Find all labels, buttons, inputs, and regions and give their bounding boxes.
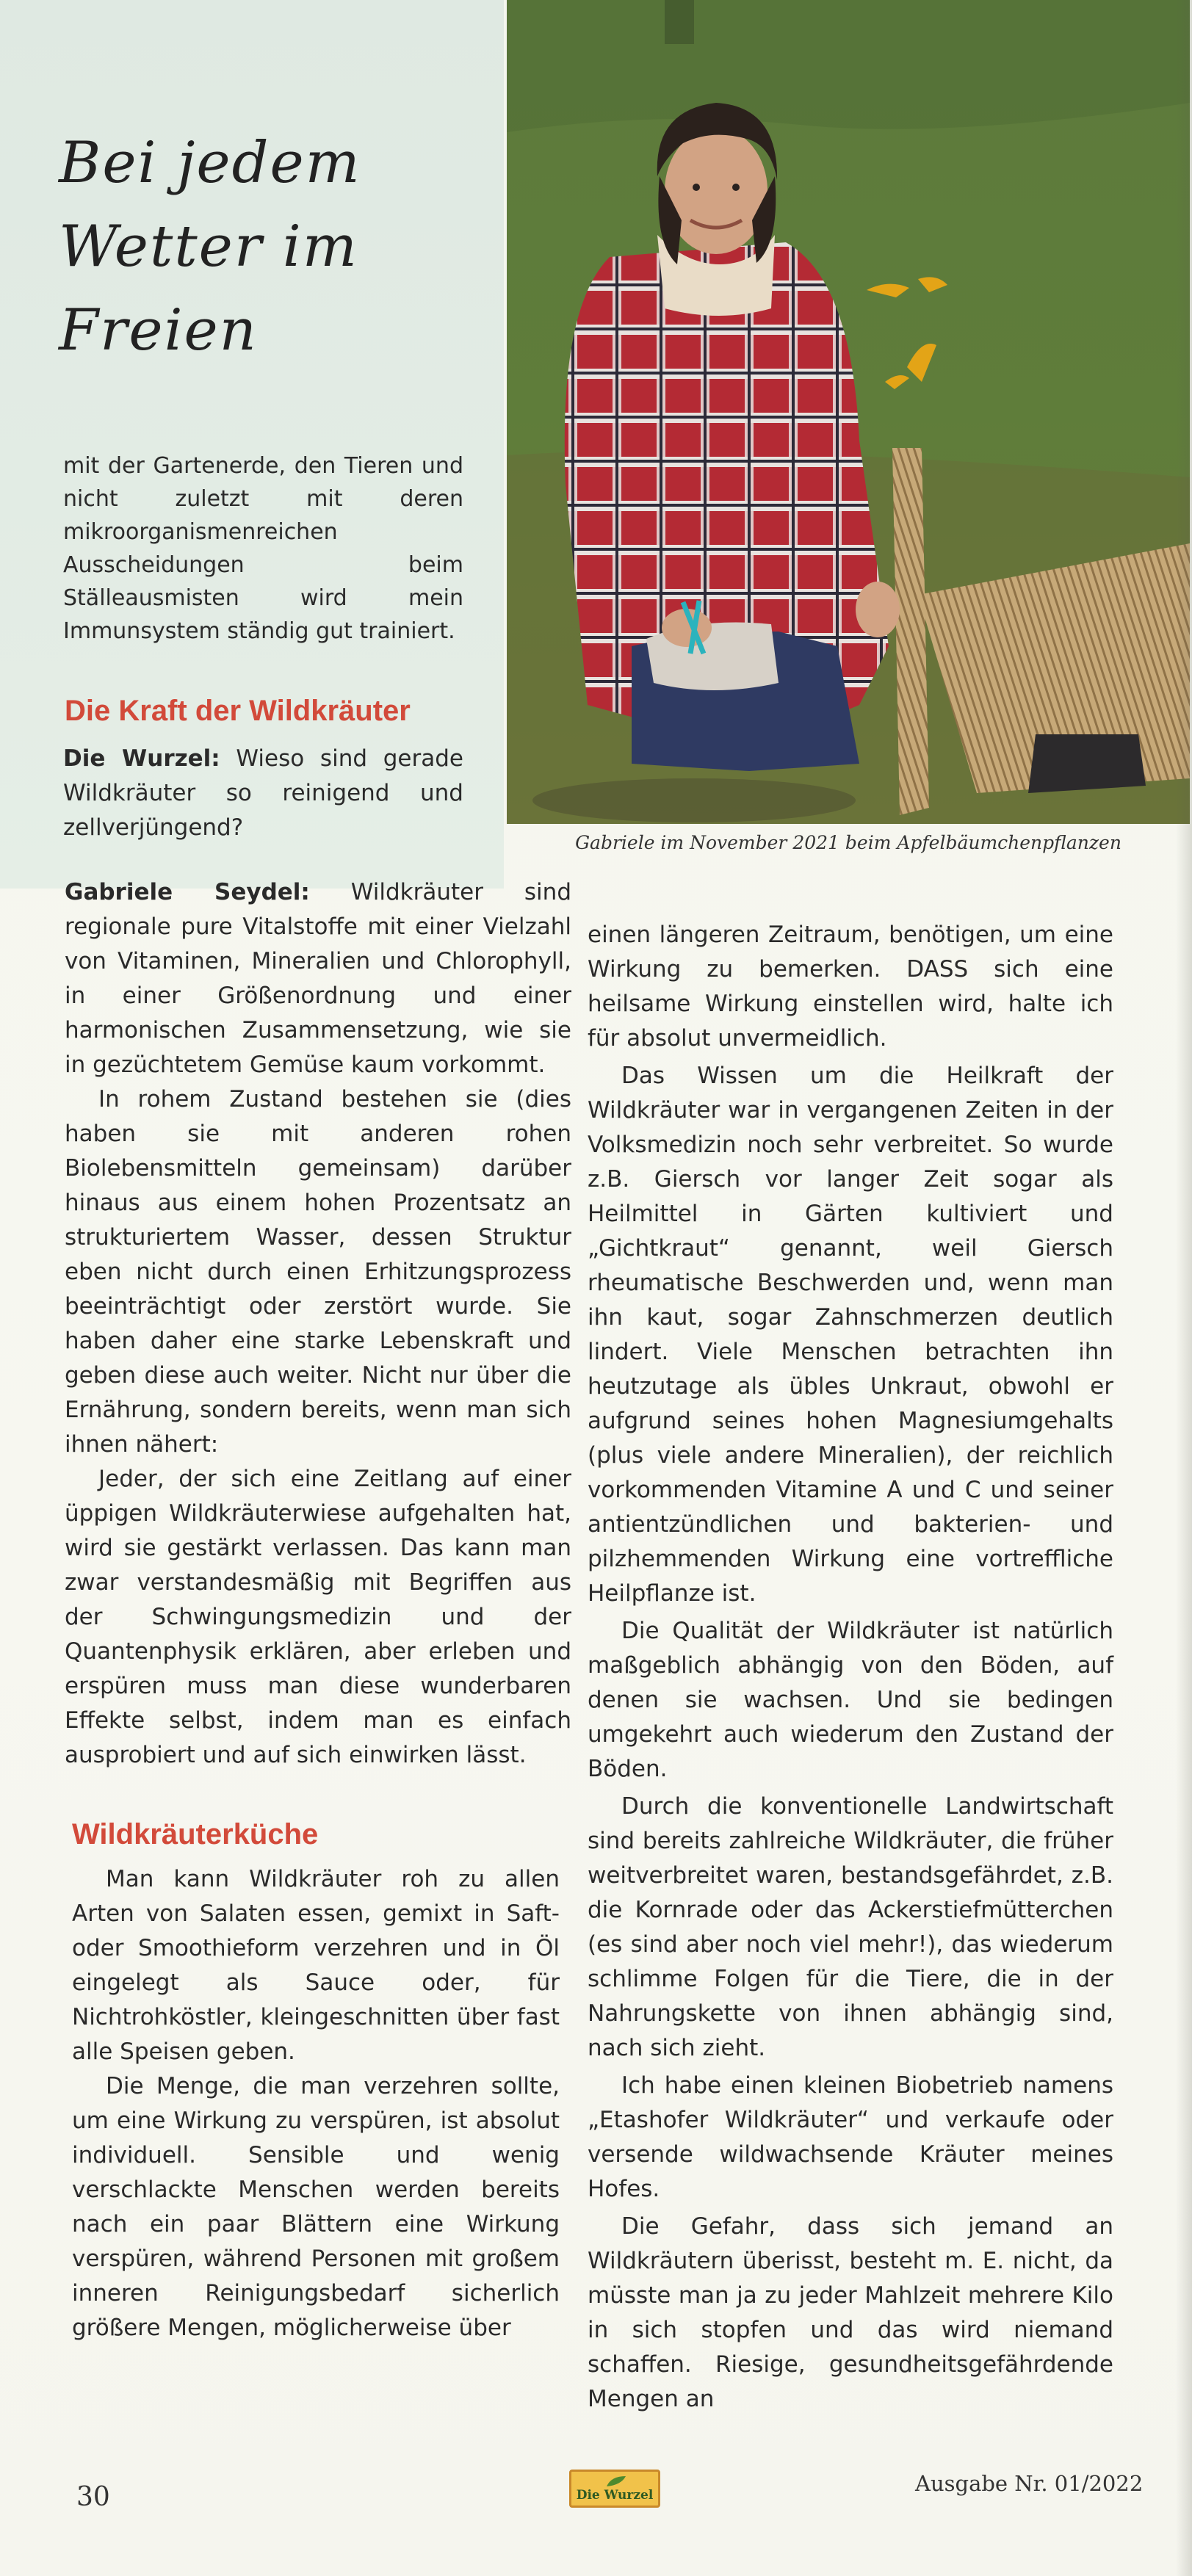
section-heading-kraft: Die Kraft der Wildkräuter: [65, 695, 411, 727]
kueche-paragraph-2: Die Menge, die man verzehren sollte, um eine Wirkung zu verspüren, ist absolut individuell. Sensible und wenig verschlackte Menschen werden bereits nach ein paar Blättern eine Wirkung verspüren, während Personen mit großem inneren Reinigungsbedarf sicherlich größere Mengen, möglicherweise über: [72, 2073, 560, 2341]
article-headline: [59, 121, 470, 372]
right-column: [588, 918, 1113, 2417]
headline-line-3: Freien: [59, 297, 258, 363]
photo-caption: Gabriele im November 2021 beim Apfelbäumchenpflanzen: [575, 832, 1121, 853]
right-paragraph-4: Durch die konventionelle Landwirtschaft sind bereits zahlreiche Wildkräuter, die früher weitverbreitet waren, bestandsgefährdet, z.B. die Kornrade oder das Ackerstiefmütterchen (es sind aber noch viel mehr!), das wiederum schlimme Folgen für die Tiere, die in der Nahrungskette von ihnen abhängig sind, nach sich zieht.: [588, 1793, 1113, 2061]
right-paragraph-2: Das Wissen um die Heilkraft der Wildkräuter war in vergangenen Zeiten in der Volksmedizin noch sehr verbreitet. So wurde z.B. Giersch vor langer Zeit sogar als Heilmittel in Gärten kultiviert und „Gichtkraut“ genannt, weil Giersch rheumatische Beschwerden und, wenn man ihn kaut, sogar Zahnschmerzen deutlich lindert. Viele Menschen betrachten ihn heutzutage als übles Unkraut, obwohl er aufgrund seines hohen Magnesiumgehalts (plus viele andere Mineralien), der reichlich vorkommenden Vitamine A und C und seiner antientzündlichen und bakterien- und pilzhemmenden Wirkung eine vortreffliche Heilpflanze ist.: [588, 1063, 1113, 1607]
answer-text-1: Wildkräuter sind regionale pure Vitalstoffe mit einer Vielzahl von Vitaminen, Mineralien und Chlorophyll, in einer Größenordnung und einer harmonischen Zusammensetzung, wie sie in gezüchtetem Gemüse kaum vorkommt.: [65, 879, 571, 1078]
question-speaker: Die Wurzel:: [63, 745, 220, 772]
kueche-paragraph-1: Man kann Wildkräuter roh zu allen Arten von Salaten essen, gemixt in Saft- oder Smoothieform verzehren und in Öl eingelegt als Sauce oder, für Nichtrohköstler, kleingeschnitten über fast alle Speisen geben.: [72, 1866, 560, 2065]
answer-paragraph-1: [65, 875, 571, 1082]
left-column-answer: [65, 875, 571, 1773]
page-number: 30: [76, 2482, 110, 2512]
page-binding-shade: [1176, 0, 1192, 2576]
magazine-logo: [569, 2470, 660, 2508]
right-paragraph-5: Ich habe einen kleinen Biobetrieb namens „Etashofer Wildkräuter“ und verkaufe oder versende wildwachsende Kräuter meines Hofes.: [588, 2072, 1113, 2202]
answer-speaker: Gabriele Seydel:: [65, 879, 310, 905]
answer-paragraph-2: In rohem Zustand bestehen sie (dies haben sie mit anderen rohen Biolebensmitteln gemeinsam) darüber hinaus aus einem hohen Prozentsatz an strukturiertem Wasser, dessen Struktur eben nicht durch einen Erhitzungsprozess beeinträchtigt oder zerstört wurde. Sie haben daher eine starke Lebenskraft und geben diese auch weiter. Nicht nur über die Ernährung, sondern bereits, wenn man sich ihnen nähert:: [65, 1086, 571, 1458]
article-photo: [507, 0, 1190, 824]
right-paragraph-6: Die Gefahr, dass sich jemand an Wildkräutern überisst, besteht m. E. nicht, da müsste man ja zu jeder Mahlzeit mehrere Kilo in sich stopfen und das wird niemand schaffen. Riesige, gesundheitsgefährdende Mengen an: [588, 2213, 1113, 2412]
headline-line-2: Wetter im: [59, 214, 358, 280]
right-paragraph-1: einen längeren Zeitraum, benötigen, um eine Wirkung zu bemerken. DASS sich eine heilsame Wirkung einstellen wird, halte ich für absolut unvermeidlich.: [588, 922, 1113, 1052]
left-column-kueche: [72, 1862, 560, 2345]
issue-number: Ausgabe Nr. 01/2022: [915, 2471, 1144, 2496]
leaf-icon: [605, 2475, 627, 2488]
section-heading-kueche: Wildkräuterküche: [72, 1818, 319, 1850]
right-paragraph-3: Die Qualität der Wildkräuter ist natürlich maßgeblich abhängig von den Böden, auf denen sie wachsen. Und sie bedingen umgekehrt auch wiederum den Zustand der Böden.: [588, 1618, 1113, 1782]
interview-question: [63, 742, 463, 845]
question-text: Wieso sind gerade Wildkräuter so reinigend und zellverjüngend?: [63, 745, 463, 841]
headline-line-1: Bei jedem: [59, 130, 361, 196]
logo-text: Die Wurzel: [576, 2488, 654, 2503]
answer-paragraph-3: Jeder, der sich eine Zeitlang auf einer üppigen Wildkräuterwiese aufgehalten hat, wird sie gestärkt verlassen. Das kann man zwar verstandesmäßig mit Begriffen aus der Schwingungsmedizin und der Quantenphysik erklären, aber erleben und erspüren muss man diese wunderbaren Effekte selbst, indem man es einfach ausprobiert und auf sich einwirken lässt.: [65, 1466, 571, 1768]
intro-paragraph: mit der Gartenerde, den Tieren und nicht zuletzt mit deren mikroorganismenreichen Ausscheidungen beim Ställeausmisten wird mein Immunsystem ständig gut trainiert.: [63, 453, 463, 644]
